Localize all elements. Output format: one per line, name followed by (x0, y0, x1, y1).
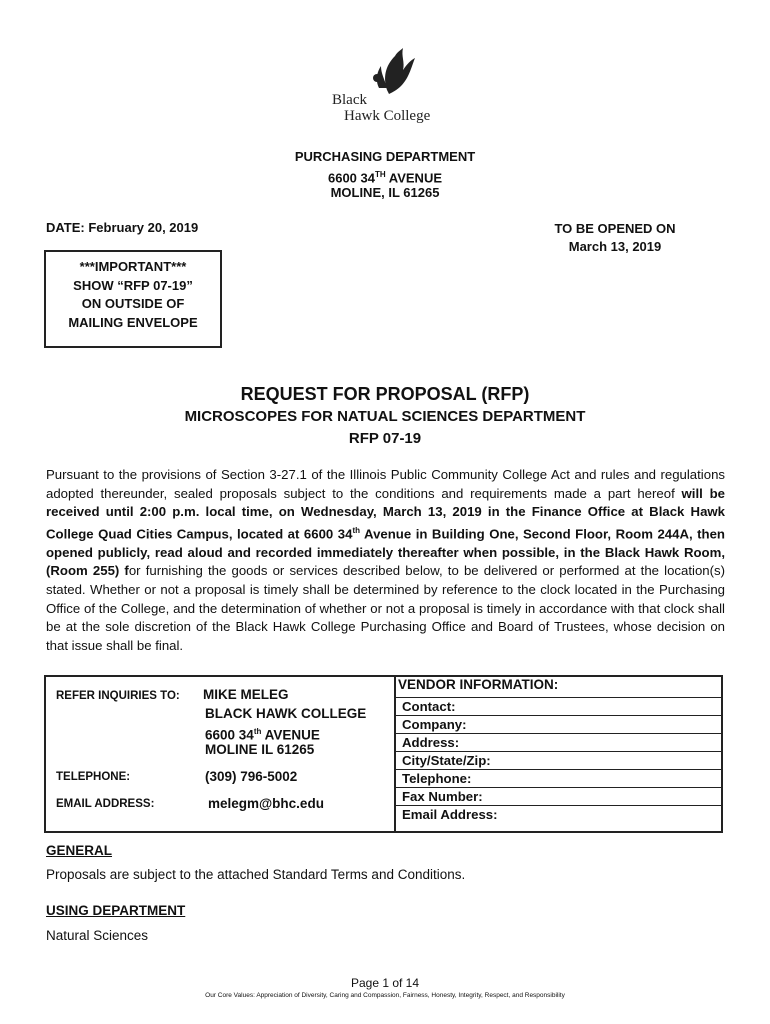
using-dept-text: Natural Sciences (46, 928, 149, 943)
header-street: 6600 34TH AVENUE (327, 170, 442, 186)
contact-phone: (309) 796-5002 (205, 769, 298, 784)
refer-label: REFER INQUIRIES TO: (56, 690, 180, 702)
college-wordmark (332, 92, 430, 124)
vendor-field-fax[interactable]: Fax Number: (396, 787, 721, 805)
intro-paragraph: Pursuant to the provisions of Section 3-27.1 of the Illinois Public Community College Act and rules and regulations adopted thereunder, sealed proposals subject to the conditions and requirements made a part hereof will be received until 2:00 p.m. local time, on Wednesday, March 13, 2019 in the Finance Office at Black Hawk College Quad Cities Campus, located at 6600 34th Avenue in Building One, Second Floor, Room 244A, then opened publicly, read aloud and recorded immediately thereafter when possible, in the Black Hawk Room, (Room 255) for furnishing the goods or services described below, to be delivered or performed at the location(s) stated. Whether or not a proposal is timely shall be determined by reference to the clock located in the Purchasing Office of the College, and the determination of whether or not a proposal is timely in accordance with that clock shall be at the sole discretion of the Black Hawk College Purchasing Office and Board of Trustees, whose decision on that issue shall be final. (46, 467, 725, 653)
page-title: REQUEST FOR PROPOSAL (RFP) (240, 384, 530, 404)
vendor-field-company[interactable]: Company: (396, 715, 721, 733)
telephone-label: TELEPHONE: (56, 771, 131, 783)
contact-city: MOLINE IL 61265 (205, 742, 315, 757)
header-city: MOLINE, IL 61265 (330, 185, 440, 200)
vendor-field-telephone[interactable]: Telephone: (396, 769, 721, 787)
vendor-field-contact[interactable]: Contact: (396, 697, 721, 715)
core-values: Our Core Values: Appreciation of Diversity, Caring and Compassion, Fairness, Honesty, Integrity, Respect, and Responsibility (205, 992, 565, 999)
wordmark-line1: Black (332, 92, 367, 108)
contact-email[interactable]: melegm@bhc.edu (208, 796, 324, 811)
general-heading: GENERAL (46, 843, 113, 858)
purchasing-dept: PURCHASING DEPARTMENT (294, 149, 476, 164)
email-label: EMAIL ADDRESS: (56, 798, 155, 810)
vendor-info-heading: VENDOR INFORMATION: (398, 677, 559, 692)
vendor-field-city-state-zip[interactable]: City/State/Zip: (396, 751, 721, 769)
general-text: Proposals are subject to the attached Standard Terms and Conditions. (46, 867, 466, 882)
contact-name: MIKE MELEG (203, 687, 289, 702)
vendor-field-email[interactable]: Email Address: (396, 805, 721, 831)
contact-org: BLACK HAWK COLLEGE (205, 706, 367, 721)
opening-date: TO BE OPENED ON March 13, 2019 (554, 221, 676, 254)
important-notice-box: ***IMPORTANT*** SHOW “RFP 07-19” ON OUTSIDE OF MAILING ENVELOPE (44, 250, 222, 348)
page-number: Page 1 of 14 (350, 976, 420, 990)
issue-date: DATE: February 20, 2019 (46, 220, 199, 235)
using-dept-heading: USING DEPARTMENT (46, 903, 186, 918)
contact-street: 6600 34th AVENUE (205, 727, 320, 743)
wordmark-line2: Hawk College (344, 108, 431, 124)
page-subtitle: MICROSCOPES FOR NATUAL SCIENCES DEPARTMENT (184, 408, 586, 425)
rfp-number: RFP 07-19 (348, 430, 422, 447)
vendor-field-address[interactable]: Address: (396, 733, 721, 751)
